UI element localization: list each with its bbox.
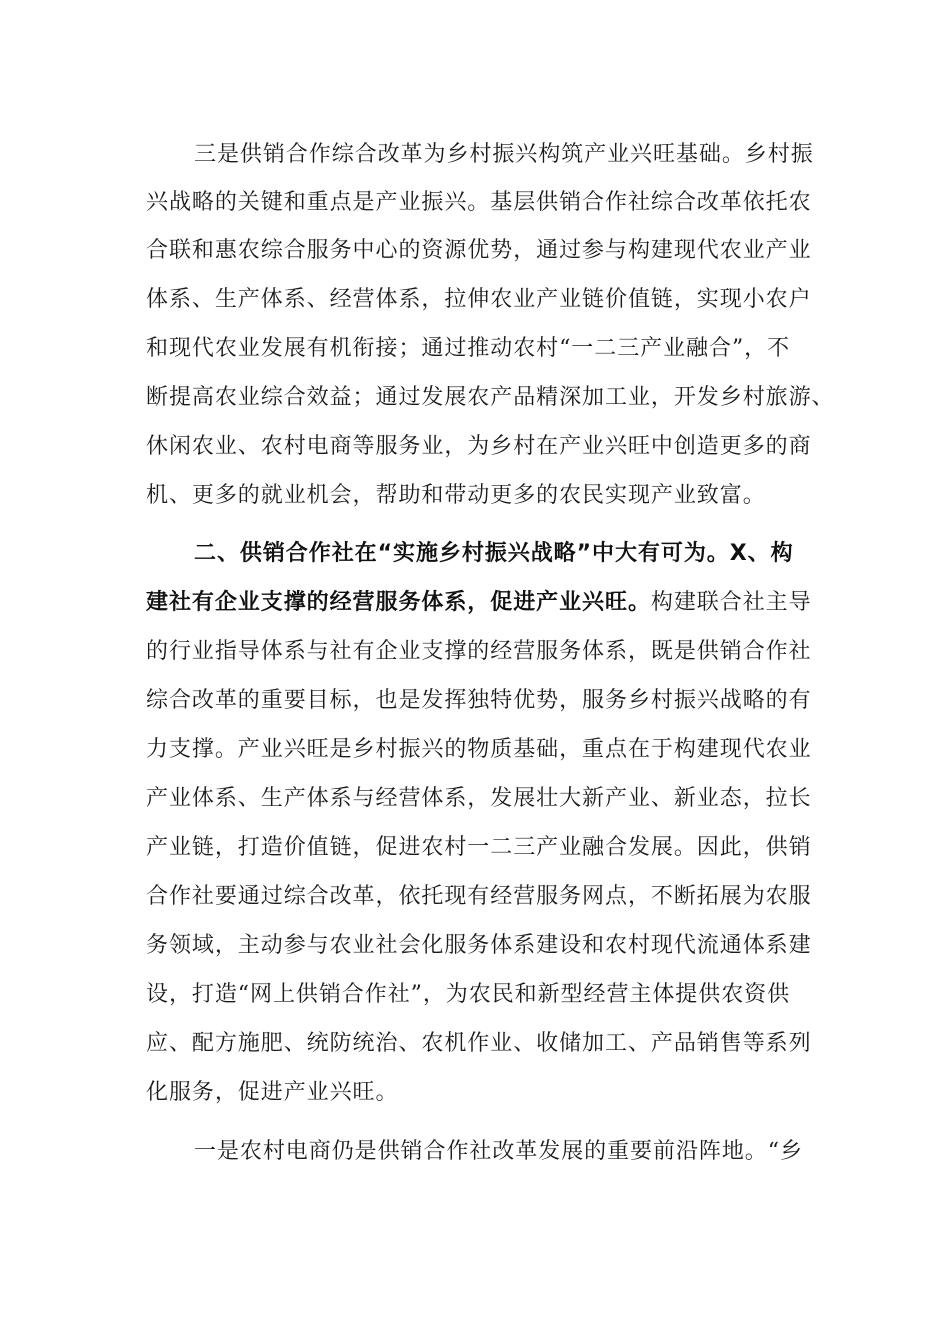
section-heading-line-2-bold: 建社有企业支撑的经营服务体系，促进产业兴旺。 (146, 590, 651, 615)
paragraph-1-line-1: 三是供销合作综合改革为乡村振兴构筑产业兴旺基础。乡村振 (194, 142, 814, 167)
paragraph-1-line-3: 合联和惠农综合服务中心的资源优势，通过参与构建现代农业产业 (146, 238, 812, 263)
paragraph-2-line-6: 合作社要通过综合改革，依托现有经营服务网点，不断拓展为农服 (146, 884, 812, 909)
paragraph-2-line-7: 务领域，主动参与农业社会化服务体系建设和农村现代流通体系建 (146, 933, 812, 958)
paragraph-1-line-7: 休闲农业、农村电商等服务业，为乡村在产业兴旺中创造更多的商 (146, 434, 812, 459)
paragraph-3-line-1: 一是农村电商仍是供销合作社改革发展的重要前沿阵地。“乡 (194, 1139, 803, 1164)
paragraph-2-line-9: 应、配方施肥、统防统治、农机作业、收储加工、产品销售等系列 (146, 1031, 812, 1056)
section-heading-line-2 (146, 589, 811, 617)
paragraph-2-line-3: 力支撑。产业兴旺是乡村振兴的物质基础，重点在于构建现代农业 (146, 737, 812, 762)
paragraph-2-line-10: 化服务，促进产业兴旺。 (146, 1080, 399, 1105)
paragraph-1-line-8: 机、更多的就业机会，帮助和带动更多的农民实现产业致富。 (146, 483, 766, 508)
paragraph-2-line-2: 综合改革的重要目标，也是发挥独特优势，服务乡村振兴战略的有 (146, 688, 812, 713)
paragraph-1-line-6: 断提高农业综合效益；通过发展农产品精深加工业，开发乡村旅游、 (146, 385, 835, 410)
paragraph-2-line-8: 设，打造“网上供销合作社”，为农民和新型经营主体提供农资供 (146, 982, 791, 1007)
section-heading-line-1: 二、供销合作社在“实施乡村振兴战略”中大有可为。X、构 (194, 541, 794, 566)
paragraph-1-line-5: 和现代农业发展有机衔接；通过推动农村“一二三产业融合”，不 (146, 336, 791, 361)
paragraph-2-line-1: 的行业指导体系与社有企业支撑的经营服务体系，既是供销合作社 (146, 639, 812, 664)
paragraph-1-line-2: 兴战略的关键和重点是产业振兴。基层供销合作社综合改革依托农 (146, 190, 812, 215)
paragraph-2-line-4: 产业体系、生产体系与经营体系，发展壮大新产业、新业态，拉长 (146, 786, 812, 811)
paragraph-1-line-4: 体系、生产体系、经营体系，拉伸农业产业链价值链，实现小农户 (146, 287, 812, 312)
section-heading-line-2-tail: 构建联合社主导 (650, 590, 812, 615)
paragraph-2-line-5: 产业链，打造价值链，促进农村一二三产业融合发展。因此，供销 (146, 835, 812, 860)
